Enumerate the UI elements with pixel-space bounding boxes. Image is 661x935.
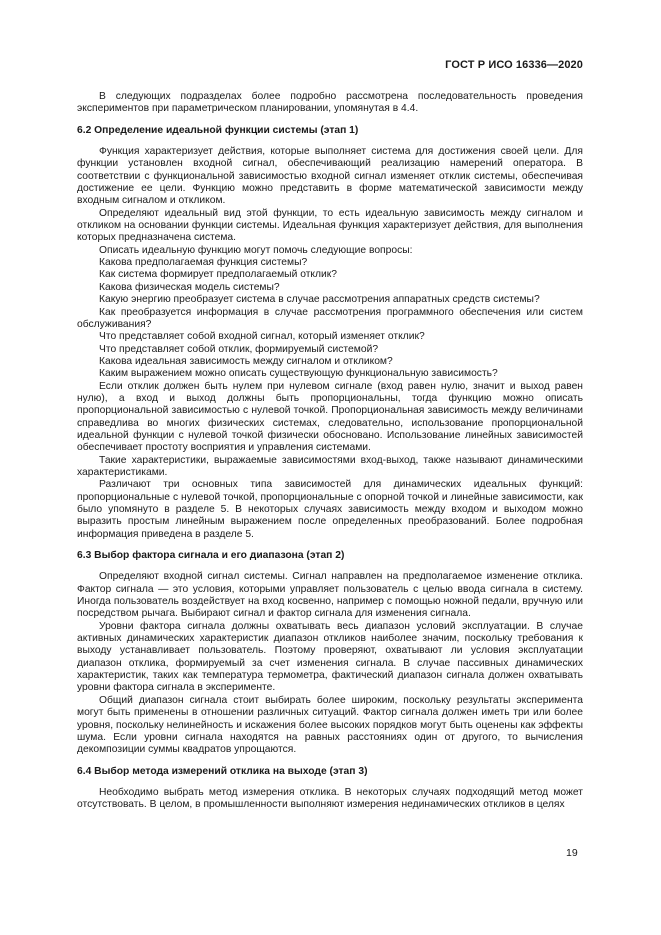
question-item: Как система формирует предполагаемый отклик?	[99, 269, 338, 281]
section-6-3-paragraph: Определяют входной сигнал системы. Сигнал направлен на предполагаемое изменение отклика. Фактор сигнала — это условия, которыми управляет пользователь с целью ввода сигнала в систему. Иногда пользователь воздействует на вход косвенно, например с помощью ножной педали, вручную или посредством рычага. Выбирают сигнал и фактор сигнала для изменения сигнала.	[77, 571, 583, 620]
intro-paragraph: В следующих подразделах более подробно рассмотрена последовательность проведения экспериментов при параметрическом планировании, упомянутая в 4.4.	[77, 91, 583, 115]
section-6-3-paragraph: Уровни фактора сигнала должны охватывать весь диапазон условий эксплуатации. В случае активных динамических характеристик диапазон откликов наиболее значим, поскольку требования к выходу устанавливает пользователь. Поэтому проверяют, охватывают ли условия эксплуатации диапазон отклика, формируемый за счет изменения сигнала. В случае пассивных динамических характеристик, таких как температура термометра, фактический диапазон сигнала должен охватывать уровни фактора сигнала в эксперименте.	[77, 620, 583, 694]
section-6-3-heading: 6.3 Выбор фактора сигнала и его диапазона (этап 2)	[77, 550, 345, 562]
question-item: Какую энергию преобразует система в случае рассмотрения аппаратных средств системы?	[99, 294, 540, 306]
section-6-2-paragraph: Описать идеальную функцию могут помочь следующие вопросы:	[99, 244, 413, 256]
question-item: Какова физическая модель системы?	[99, 281, 280, 293]
section-6-2-paragraph: Такие характеристики, выражаемые зависимостями вход-выход, также называют динамическими характеристиками.	[77, 454, 583, 478]
section-6-2-paragraph: Определяют идеальный вид этой функции, то есть идеальную зависимость между сигналом и откликом на основании функции системы. Идеальная функция характеризует действия, для выполнения которых предназначена система.	[77, 207, 583, 244]
question-item: Какова предполагаемая функция системы?	[99, 257, 308, 269]
question-item: Как преобразуется информация в случае рассмотрения программного обеспечения или систем обслуживания?	[77, 306, 583, 330]
section-6-3-paragraph: Общий диапазон сигнала стоит выбирать более широким, поскольку результаты эксперимента могут быть применены в отношении различных ситуаций. Фактор сигнала должен иметь три или более уровня, поскольку нелинейность и искажения более высоких порядков могут быть оценены как эффекты шума. Если уровни сигнала находятся на равных расстояниях один от другого, то вычисления декомпозиции суммы квадратов упрощаются.	[77, 694, 583, 756]
standard-code: ГОСТ Р ИСО 16336—2020	[445, 59, 583, 71]
question-item: Что представляет собой отклик, формируемый системой?	[99, 343, 379, 355]
document-body	[77, 91, 583, 812]
question-item: Какова идеальная зависимость между сигналом и откликом?	[99, 355, 393, 367]
section-6-4-paragraph: Необходимо выбрать метод измерения отклика. В некоторых случаях подходящий метод может отсутствовать. В целом, в промышленности выполняют измерения нединамических откликов в целях	[77, 786, 583, 811]
section-6-2-paragraph: Функция характеризует действия, которые выполняет система для достижения своей цели. Для функции установлен входной сигнал, обеспечивающий реализацию намерений оператора. В соответствии с функциональной зависимостью входной сигнал изменяет отклик системы, обеспечивая достижение ее цели. Функцию можно представить в форме математической зависимости между входным сигналом и откликом.	[77, 146, 583, 207]
section-6-2-paragraph: Различают три основных типа зависимостей для динамических идеальных функций: пропорциональные с нулевой точкой, пропорциональные с опорной точкой и линейные зависимости, как было упомянуто в разделе 5. В некоторых случаях зависимость между входом и выходом можно выразить простым линейным выражением после определенных преобразований. Более подробная информация приведена в разделе 5.	[77, 479, 583, 540]
page-number: 19	[566, 847, 578, 859]
section-6-2-heading: 6.2 Определение идеальной функции системы (этап 1)	[77, 124, 359, 136]
section-6-2-paragraph: Если отклик должен быть нулем при нулевом сигнале (вход равен нулю, значит и выход равен нулю), а вход и выход должны быть пропорциональны, тогда функцию можно описать пропорциональной зависимостью с нулевой точкой. Пропорциональная зависимость между величинами справедлива во многих физических системах, следовательно, использование пропорциональной идеальной функции с нулевой точкой физически обосновано. Использование линейных зависимостей обеспечивает простоту восприятия и управления системами.	[77, 380, 583, 454]
question-item: Каким выражением можно описать существующую функциональную зависимость?	[99, 368, 498, 380]
section-6-4-heading: 6.4 Выбор метода измерений отклика на выходе (этап 3)	[77, 765, 368, 777]
question-item: Что представляет собой входной сигнал, который изменяет отклик?	[99, 331, 425, 343]
